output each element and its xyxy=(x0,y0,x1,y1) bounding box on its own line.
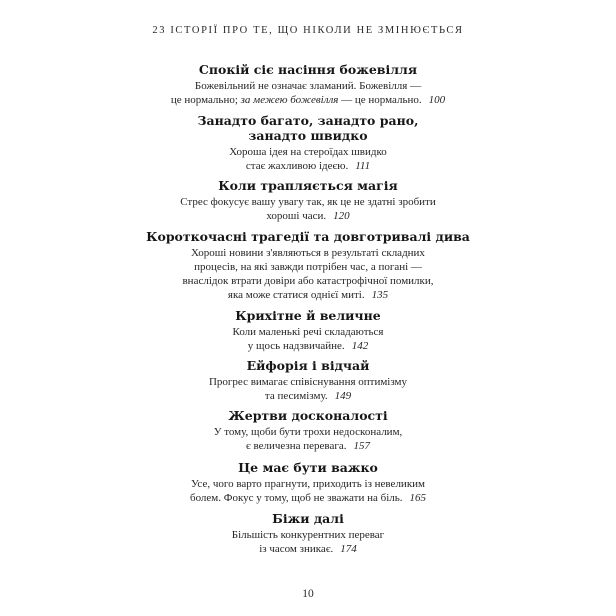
entry-title: Біжи далі xyxy=(272,511,344,526)
page-folio: 10 xyxy=(302,588,314,600)
emphasized-phrase: за межею божевілля xyxy=(240,94,339,106)
entry-description-line: Божевільний не означає зламаний. Божевілля — xyxy=(194,80,422,92)
page-number: 100 xyxy=(428,94,446,106)
page-number: 165 xyxy=(409,492,427,504)
entry-title: Короткочасні трагедії та довготривалі дива xyxy=(146,229,470,244)
entry-description-line: із часом зникає. 174 xyxy=(259,543,357,555)
entry-description-line: у щось надзвичайне. 142 xyxy=(247,340,369,352)
entry-title: Це має бути важко xyxy=(238,460,378,475)
entry-description-line: Усе, чого варто прагнути, приходить із невеликим xyxy=(190,478,426,490)
entry-description-line: болем. Фокус у тому, щоб не зважати на біль. 165 xyxy=(189,492,427,504)
entry-description-line: хороші часи. 120 xyxy=(266,210,350,222)
entry-description-line: яка може статися однієї миті. 135 xyxy=(227,289,389,301)
entry-description-line: Стрес фокусує вашу увагу так, як це не здатні зробити xyxy=(180,196,436,208)
entry-description-line: та песимізму. 149 xyxy=(264,390,352,402)
running-header: 23 ІСТОРІЇ ПРО ТЕ, ЩО НІКОЛИ НЕ ЗМІНЮЄТЬСЯ xyxy=(152,25,464,36)
toc-entry-9 xyxy=(0,511,616,556)
entry-title: Коли трапляється магія xyxy=(218,178,398,193)
entry-description-line: Прогрес вимагає співіснування оптимізму xyxy=(208,376,408,388)
toc-entry-5 xyxy=(0,308,616,353)
entry-description-line: внаслідок втрати довіри або катастрофічної помилки, xyxy=(182,275,434,287)
page-number: 149 xyxy=(334,390,352,402)
page-number: 135 xyxy=(371,289,389,301)
entry-title: Жертви досконалості xyxy=(228,408,388,423)
toc-entry-1 xyxy=(0,62,616,107)
toc-entry-8 xyxy=(0,460,616,505)
page-number: 174 xyxy=(340,543,357,555)
entry-title: Спокій сіє насіння божевілля xyxy=(198,62,418,77)
entry-title: занадто швидко xyxy=(248,128,368,143)
toc-entry-6 xyxy=(0,358,616,403)
entry-description-line: це нормально; за межею божевілля — це нормально. 100 xyxy=(170,94,446,106)
page-number: 120 xyxy=(333,210,350,222)
entry-description-line: Коли маленькі речі складаються xyxy=(232,326,384,338)
page-number: 157 xyxy=(353,440,370,452)
entry-description-line: Хороша ідея на стероїдах швидко xyxy=(229,146,387,158)
entry-title: Крихітне й величне xyxy=(235,308,381,323)
page-number: 111 xyxy=(355,160,371,172)
page-number: 142 xyxy=(351,340,369,352)
entry-description-line: є величезна перевага. 157 xyxy=(246,440,370,452)
toc-entry-7 xyxy=(0,408,616,453)
entry-description-line: стає жахливою ідеєю. 111 xyxy=(245,160,371,172)
toc-entry-3 xyxy=(0,178,616,223)
entry-description-line: Хороші новини з'являються в результаті складних xyxy=(191,247,425,259)
entry-title: Занадто багато, занадто рано, xyxy=(197,113,419,128)
toc-entry-2 xyxy=(0,113,616,173)
entry-description-line: Більшість конкурентних переваг xyxy=(231,529,385,541)
entry-description-line: процесів, на які завжди потрібен час, а погані — xyxy=(194,261,422,273)
entry-title: Ейфорія і відчай xyxy=(246,358,370,373)
entry-description-line: У тому, щоби бути трохи недосконалим, xyxy=(213,426,403,438)
toc-entry-4 xyxy=(0,229,616,302)
